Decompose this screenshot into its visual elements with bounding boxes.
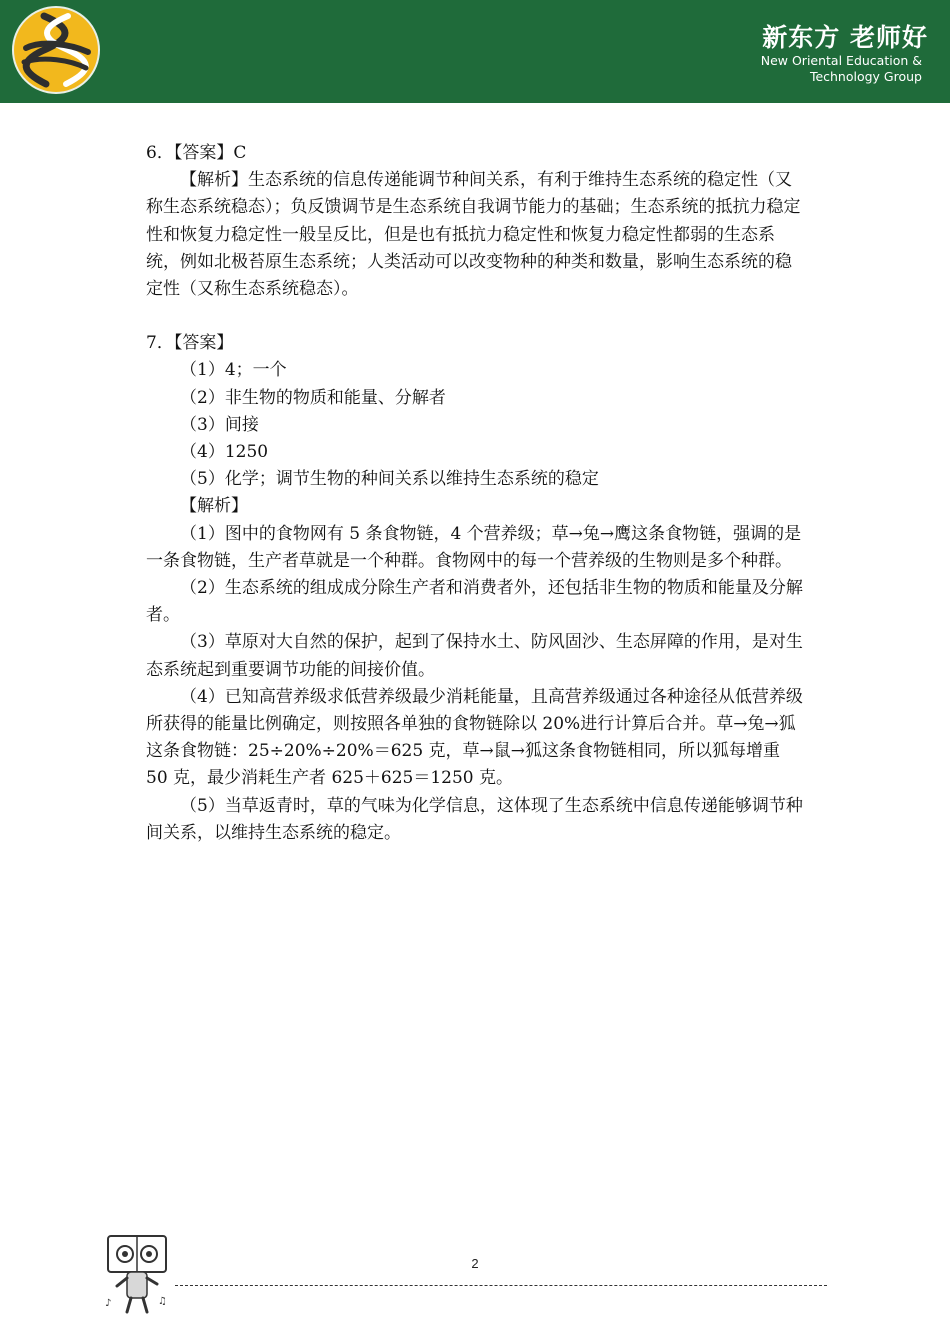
- q7-analysis-5: （5）当草返青时，草的气味为化学信息，这体现了生态系统中信息传递能够调节种间关系，以维持生态系统的稳定。: [146, 795, 803, 843]
- q7-analysis-3: （3）草原对大自然的保护，起到了保持水土、防风固沙、生态屏障的作用，是对生态系统起到重要调节功能的间接价值。: [146, 632, 803, 680]
- q7-analysis-2: （2）生态系统的组成成分除生产者和消费者外，还包括非生物的物质和能量及分解者。: [146, 578, 803, 626]
- brand-en-line1: New Oriental Education &: [760, 53, 922, 68]
- page-header: [0, 0, 950, 103]
- dna-helix-icon: [12, 6, 100, 94]
- brand-name-cn: 新东方 老师好: [762, 23, 928, 52]
- q7-answer-1: （1）4；一个: [180, 360, 287, 381]
- page-number: 2: [471, 1256, 479, 1271]
- footer-divider: [175, 1285, 827, 1286]
- svg-text:♫: ♫: [158, 1296, 167, 1307]
- book-mascot-icon: [100, 1232, 172, 1320]
- q6-analysis: 【解析】生态系统的信息传递能调节种间关系，有利于维持生态系统的稳定性（又称生态系统稳态）；负反馈调节是生态系统自我调节能力的基础；生态系统的抵抗力稳定性和恢复力稳定性一般呈反比，但是也有抵抗力稳定性和恢复力稳定性都弱的生态系统，例如北极苔原生态系统；人类活动可以改变物种的种类和数量，影响生态系统的稳定性（又称生态系统稳态）。: [146, 170, 801, 300]
- q6-answer-head: 6．【答案】C: [146, 143, 247, 163]
- q7-analysis-1: （1）图中的食物网有 5 条食物链，4 个营养级；草→兔→鹰这条食物链，强调的是一条食物链，生产者草就是一个种群。食物网中的每一个营养级的生物则是多个种群。: [146, 523, 802, 571]
- q7-analysis-label: 【解析】: [180, 496, 248, 517]
- q7-answer-2: （2）非生物的物质和能量、分解者: [180, 387, 446, 408]
- q7-answer-4: （4）1250: [180, 442, 269, 463]
- section-gap: [146, 303, 806, 330]
- q7-analysis-4: （4）已知高营养级求低营养级最少消耗能量，且高营养级通过各种途径从低营养级所获得的能量比例确定，则按照各单独的食物链除以 20%进行计算后合并。草→兔→狐这条食物链：25÷20%÷20%＝625 克，草→鼠→狐这条食物链相同，所以狐每增重 50 克，最少消耗生产者 625＋625＝1250 克。: [146, 686, 803, 789]
- brand-en-line2: Technology Group: [809, 69, 922, 84]
- q7-answer-head: 7．【答案】: [146, 333, 234, 354]
- q7-answer-5: （5）化学；调节生物的种间关系以维持生态系统的稳定: [180, 469, 599, 490]
- answer-content: [146, 140, 806, 847]
- svg-text:♪: ♪: [105, 1298, 112, 1309]
- brand-name-en: [761, 53, 922, 85]
- q7-answer-3: （3）间接: [180, 414, 259, 435]
